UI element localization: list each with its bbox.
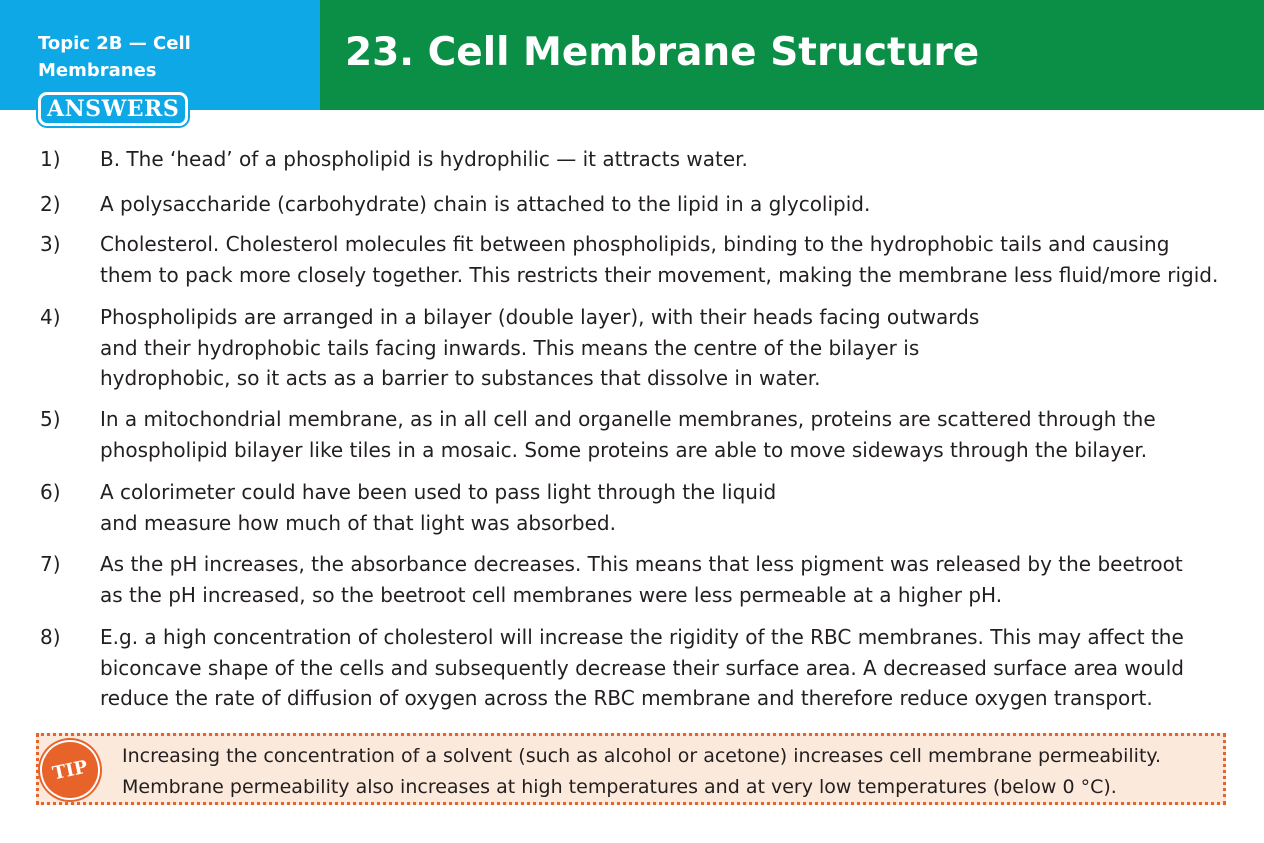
answer-line: biconcave shape of the cells and subsequently decrease their surface area. A decreased surface area would bbox=[100, 655, 1184, 680]
answer-text bbox=[100, 302, 979, 394]
answer-line: phospholipid bilayer like tiles in a mosaic. Some proteins are able to move sideways through the bilayer. bbox=[100, 437, 1148, 462]
tip-line: Increasing the concentration of a solvent (such as alcohol or acetone) increases cell membrane permeability. bbox=[122, 745, 1161, 767]
answer-text bbox=[100, 144, 748, 175]
answer-text bbox=[100, 477, 776, 538]
answer-text bbox=[100, 549, 1183, 610]
answer-line: as the pH increased, so the beetroot cell membranes were less permeable at a higher pH. bbox=[100, 582, 1003, 607]
answer-item bbox=[40, 477, 776, 538]
answer-number: 3) bbox=[40, 232, 61, 256]
answer-line: B. The ‘head’ of a phospholipid is hydrophilic — it attracts water. bbox=[100, 147, 748, 171]
answer-number: 4) bbox=[40, 305, 61, 329]
answer-text bbox=[100, 404, 1156, 465]
answer-line: E.g. a high concentration of cholesterol will increase the rigidity of the RBC membranes. This may affect the bbox=[100, 625, 1184, 649]
answer-number: 5) bbox=[40, 407, 61, 431]
answer-line: As the pH increases, the absorbance decreases. This means that less pigment was released by the beetroot bbox=[100, 552, 1183, 576]
answer-item bbox=[40, 302, 979, 394]
answer-item bbox=[40, 404, 1156, 465]
answer-line: and measure how much of that light was absorbed. bbox=[100, 510, 616, 535]
answer-item bbox=[40, 549, 1183, 610]
answer-number: 1) bbox=[40, 147, 61, 171]
answer-item bbox=[40, 144, 748, 175]
topic-label: Topic 2B — Cell Membranes bbox=[38, 33, 191, 81]
answer-item bbox=[40, 622, 1184, 714]
tip-line: Membrane permeability also increases at high temperatures and at very low temperatures (below 0 °C). bbox=[122, 776, 1117, 798]
answer-line: A colorimeter could have been used to pass light through the liquid bbox=[100, 480, 777, 504]
answer-number: 7) bbox=[40, 552, 61, 576]
answer-line: hydrophobic, so it acts as a barrier to substances that dissolve in water. bbox=[100, 366, 821, 390]
answers-badge: ANSWERS bbox=[38, 92, 188, 126]
answer-text bbox=[100, 622, 1184, 714]
answer-line: Cholesterol. Cholesterol molecules fit between phospholipids, binding to the hydrophobic tails and causing bbox=[100, 232, 1170, 256]
answer-number: 8) bbox=[40, 625, 61, 649]
answer-line: reduce the rate of diffusion of oxygen across the RBC membrane and therefore reduce oxygen transport. bbox=[100, 686, 1153, 710]
answer-line: Phospholipids are arranged in a bilayer (double layer), with their heads facing outwards bbox=[100, 305, 980, 329]
tip-badge-icon: TIP bbox=[34, 734, 105, 805]
answer-text bbox=[100, 229, 1218, 290]
answer-number: 6) bbox=[40, 480, 61, 504]
answer-line: them to pack more closely together. This restricts their movement, making the membrane less fluid/more rigid. bbox=[100, 262, 1219, 287]
page-title: 23. Cell Membrane Structure bbox=[345, 30, 980, 75]
answer-item bbox=[40, 189, 870, 220]
answer-number: 2) bbox=[40, 192, 61, 216]
tip-text bbox=[122, 741, 1161, 803]
answer-line: In a mitochondrial membrane, as in all cell and organelle membranes, proteins are scattered through the bbox=[100, 407, 1156, 431]
answer-item bbox=[40, 229, 1218, 290]
answer-line: and their hydrophobic tails facing inwards. This means the centre of the bilayer is bbox=[100, 335, 920, 360]
answer-text bbox=[100, 189, 870, 220]
answer-line: A polysaccharide (carbohydrate) chain is attached to the lipid in a glycolipid. bbox=[100, 192, 871, 216]
